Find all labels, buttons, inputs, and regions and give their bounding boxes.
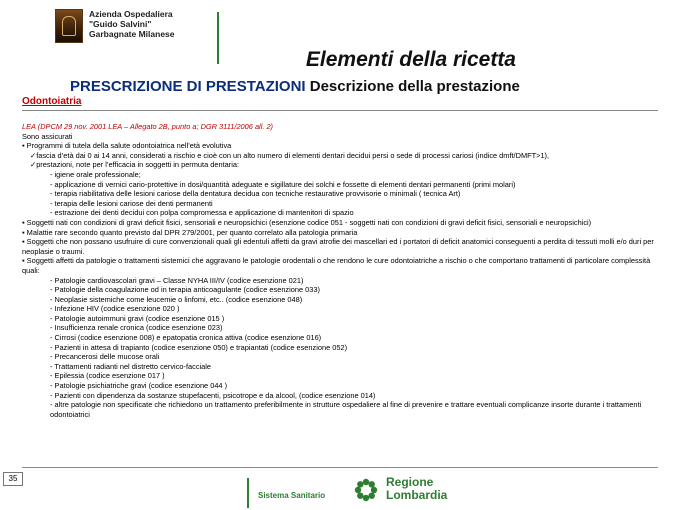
page-number: 35 <box>3 472 23 486</box>
body-line: - terapia riabilitativa delle lesioni cariose della dentatura decidua con tecniche restaurative provvisorie o minimali ( tecnica Art) <box>50 189 461 199</box>
hospital-logo <box>55 9 83 43</box>
condition-item: - Neoplasie sistemiche come leucemie o linfomi, etc.. (codice esenzione 048) <box>50 294 303 304</box>
regione-lombardia-label <box>386 476 447 502</box>
region-line-2: Lombardia <box>386 488 448 502</box>
header-divider <box>217 12 219 64</box>
body-line: - applicazione di vernici cario-protettive in dosi/quantità adeguate e sigillature dei solchi e fossette di elementi dentari permanenti (primi molari) <box>50 179 516 189</box>
condition-item: - Infezione HIV (codice esenzione 020 ) <box>50 304 180 314</box>
condition-item: - altre patologie non specificate che richiedono un trattamento preferibilmente in strutture ospedaliere al fine di prevenire e trattare eventuali complicanze insorte durante i trattamenti odontoiatrici <box>50 400 642 419</box>
body-line: - terapia delle lesioni cariose dei denti permanenti <box>50 198 213 208</box>
body-line: Sono assicurati <box>22 131 73 141</box>
hospital-line-2: "Guido Salvini" <box>89 19 152 29</box>
condition-item: - Patologie psichiatriche gravi (codice esenzione 044 ) <box>50 381 228 391</box>
body-line: ✓prestazioni, note per l’efficacia in soggetti in permuta dentaria: <box>30 160 240 170</box>
condition-item: - Trattamenti radianti nel distretto cervico-facciale <box>50 361 212 371</box>
bottom-divider <box>22 467 658 468</box>
condition-item: - Patologie autoimmuni gravi (codice esenzione 015 ) <box>50 313 225 323</box>
condition-item: - Insufficienza renale cronica (codice esenzione 023) <box>50 323 223 333</box>
body-line: - estrazione dei denti decidui con polpa compromessa e applicazione di mantenitori di spazio <box>50 208 354 218</box>
body-line: ▪ Soggetti affetti da patologie o trattamenti sistemici che aggravano le patologie orodentali o che rendono le cure odontoiatriche a rischio o che comportano trattamenti di particolare complessità quali: <box>22 256 651 275</box>
condition-item: - Patologie cardiovascolari gravi – Classe NYHA III/IV (codice esenzione 021) <box>50 275 304 285</box>
condition-item: - Cirrosi (codice esenzione 008) e epatopatia cronica attiva (codice esenzione 016) <box>50 333 322 343</box>
footer-divider <box>247 478 249 508</box>
section-heading: Odontoiatria <box>22 96 82 107</box>
body-line: ✓fascia d’età dai 0 ai 14 anni, considerati a rischio e cioè con un alto numero di elementi dentari decidui persi o sede di processi cariosi (indice dmft/DMFT>1), <box>30 150 550 160</box>
region-line-1: Regione <box>386 475 434 489</box>
condition-item: - Pazienti con dipendenza da sostanze stupefacenti, psicotrope e da alcool, (codice esenzione 014) <box>50 390 376 400</box>
subtitle-description: Descrizione della prestazione <box>309 78 520 95</box>
slide-body <box>22 122 658 419</box>
hospital-logo-mark <box>62 16 76 36</box>
lombardia-rose-icon <box>352 476 380 504</box>
slide-title: Elementi della ricetta <box>305 48 516 71</box>
body-line: - igiene orale professionale; <box>50 169 141 179</box>
body-line: ▪ Programmi di tutela della salute odontoiatrica nell’età evolutiva <box>22 141 232 151</box>
top-divider <box>22 110 658 111</box>
slide-subtitle <box>70 78 520 95</box>
condition-item: - Precancerosi delle mucose orali <box>50 352 160 362</box>
hospital-line-1: Azienda Ospedaliera <box>89 9 173 19</box>
body-line: ▪ Soggetti che non possano usufruire di cure convenzionali quali gli edentuli affetti da gravi atrofie dei mascellari ed i portatori di deficit anatomici conseguenti a perdita di tessuti molli e/o duri per neoplasie o traumi. <box>22 237 654 256</box>
subtitle-prescription: PRESCRIZIONE DI PRESTAZIONI <box>70 78 306 95</box>
condition-item: - Epilessia (codice esenzione 017 ) <box>50 371 165 381</box>
condition-item: - Patologie della coagulazione od in terapia anticoagulante (codice esenzione 033) <box>50 285 320 295</box>
sistema-sanitario-label: Sistema Sanitario <box>258 491 326 500</box>
body-line: ▪ Malattie rare secondo quanto previsto dal DPR 279/2001, per quanto correlato alla patologia primaria <box>22 227 358 237</box>
hospital-name <box>89 9 175 39</box>
condition-item: - Pazienti in attesa di trapianto (codice esenzione 050) e trapiantati (codice esenzione 052) <box>50 342 348 352</box>
lea-reference: LEA (DPCM 29 nov. 2001 LEA – Allegato 2B, punto a; DGR 3111/2006 all. 2) <box>22 122 274 131</box>
hospital-line-3: Garbagnate Milanese <box>89 29 175 39</box>
body-line: ▪ Soggetti nati con condizioni di gravi deficit fisici, sensoriali e neuropsichici (esenzione codice 051 - soggetti nati con condizioni di gravi deficit fisici, sensoriali e neuropsichici) <box>22 217 592 227</box>
